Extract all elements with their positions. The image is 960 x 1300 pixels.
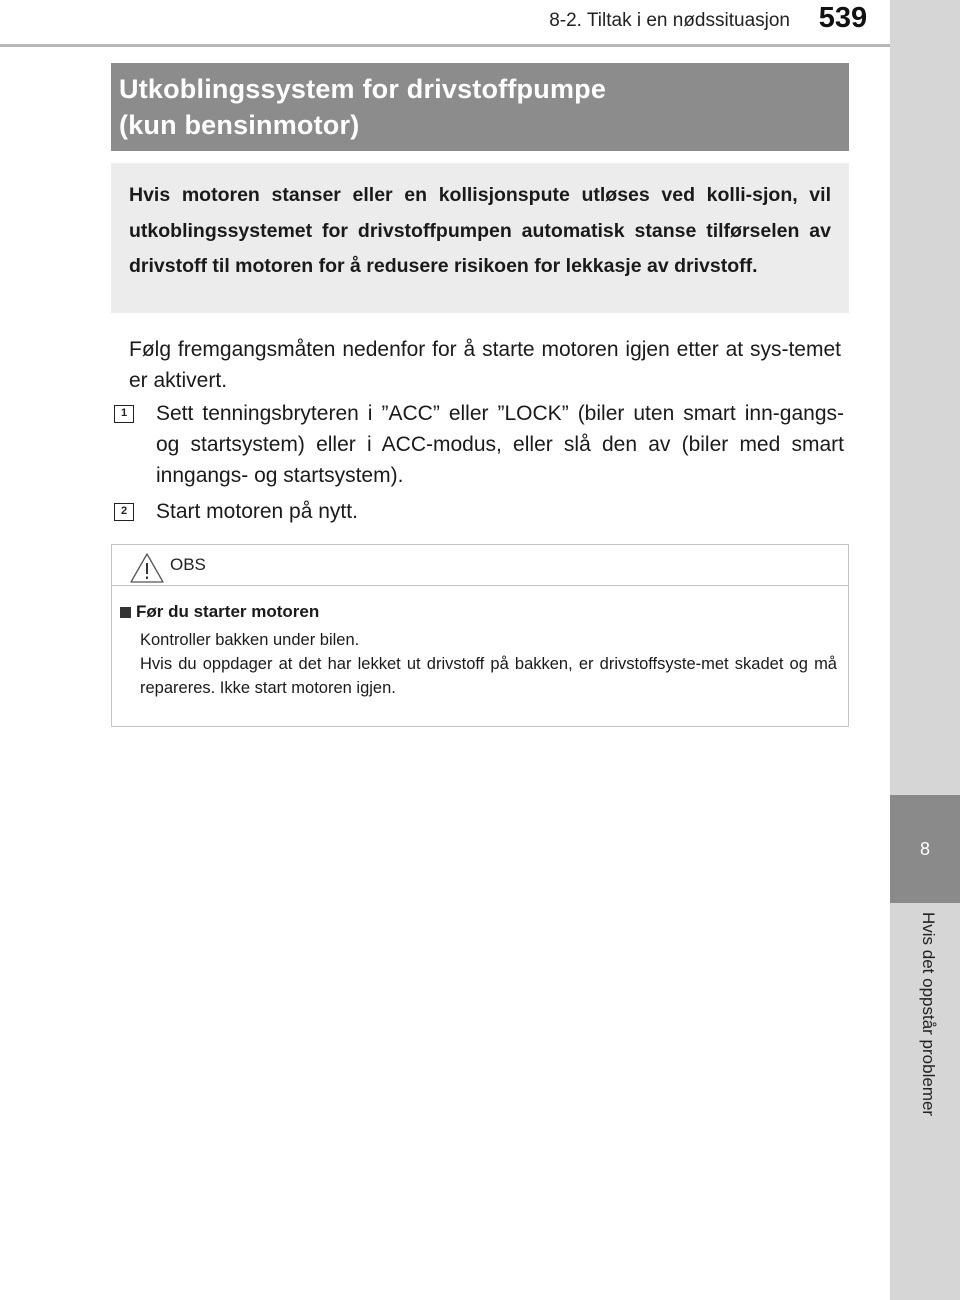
page-number: 539: [818, 2, 868, 34]
title-line-2: (kun bensinmotor): [119, 110, 360, 140]
caution-body: [112, 586, 848, 700]
step-text: Start motoren på nytt.: [156, 500, 358, 523]
header-divider: [0, 44, 890, 47]
caution-text-line: Kontroller bakken under bilen.: [140, 631, 360, 649]
body-paragraph: Følg fremgangsmåten nedenfor for å starte motoren igjen etter at sys-temet er aktivert.: [129, 338, 841, 392]
step-item: [114, 398, 844, 491]
title-line-1: Utkoblingssystem for drivstoffpumpe: [119, 74, 607, 104]
warning-triangle-icon: [129, 552, 165, 584]
chapter-title-vertical: Hvis det oppstår problemer: [919, 912, 938, 1117]
step-text: Sett tenningsbryteren i ”ACC” eller ”LOCK” (biler uten smart inn-gangs- og startsystem) eller i ACC-modus, eller slå den av (biler med smart inngangs- og startsystem).: [156, 402, 844, 487]
caution-heading: [120, 601, 848, 623]
section-title-banner: [111, 63, 849, 151]
section-header: 8-2. Tiltak i en nødssituasjon: [549, 10, 790, 31]
step-item: [114, 496, 844, 527]
caution-label: OBS: [170, 555, 206, 574]
caution-heading-text: Før du starter motoren: [136, 602, 320, 621]
caution-box: [111, 544, 849, 727]
caution-header: [112, 545, 848, 586]
chapter-tab[interactable]: 8: [890, 795, 960, 903]
intro-box: [111, 163, 849, 313]
step-number-badge: 1: [114, 405, 134, 423]
caution-text-line: Hvis du oppdager at det har lekket ut drivstoff på bakken, er drivstoffsyste-met skadet og må repareres. Ikke start motoren igjen.: [140, 655, 837, 697]
square-bullet-icon: [120, 607, 131, 618]
step-number-badge: 2: [114, 503, 134, 521]
intro-text: Hvis motoren stanser eller en kollisjonspute utløses ved kolli-sjon, vil utkoblingssystemet for drivstoffpumpen automatisk stanse tilførselen av drivstoff til motoren for å redusere risikoen for lekkasje av drivstoff.: [129, 184, 831, 277]
